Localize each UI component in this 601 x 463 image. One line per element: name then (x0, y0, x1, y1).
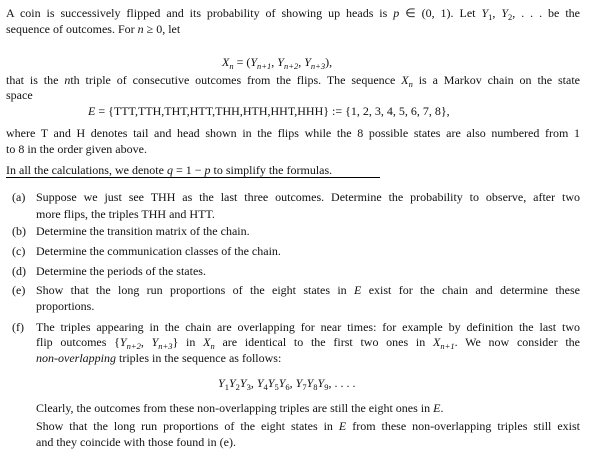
math-symbol: n (137, 22, 144, 36)
intro-line (6, 73, 580, 91)
math-symbol: p (204, 163, 211, 177)
math-subscript: n (408, 79, 413, 89)
text-run: is a Markov chain on the state (412, 73, 580, 87)
text-run: where T and H denotes tail and head shown in the flips while the 8 possible states are also numbered from 1 (6, 126, 580, 140)
math-subscript: n+3 (310, 61, 326, 71)
text-run: = 1 − (172, 163, 205, 177)
question-a-line (36, 190, 580, 204)
math-symbol: E (88, 104, 96, 118)
text-run: Determine the transition matrix of the chain. (36, 224, 250, 238)
math-subscript: n+1 (257, 61, 272, 71)
question-d (36, 264, 206, 278)
intro-line (6, 126, 580, 140)
text-run: = {TTT,TTH,THT,HTT,THH,HTH,HHT,HHH} := {1, 2, 3, 4, 5, 6, 7, 8}, (95, 104, 450, 118)
text-run: and they coincide with those found in (e). (36, 435, 236, 449)
question-e-line (36, 299, 94, 313)
text-run: , . . . . (328, 376, 356, 390)
text-run: , (271, 55, 278, 69)
text-run: Show that the long run proportions of the eight states in (36, 283, 355, 297)
text-run: more flips, the triples THH and HTT. (36, 207, 215, 221)
text-run: ≥ 0, let (143, 22, 181, 36)
math-symbol: X (203, 335, 211, 349)
question-c (36, 244, 281, 258)
question-label: (d) (12, 264, 26, 278)
text-run: Show that the long run proportions of the eight states in (36, 419, 339, 433)
intro-line (6, 142, 147, 156)
text-run: , (289, 376, 296, 390)
math-symbol: Y (481, 6, 489, 20)
text-run: The triples appearing in the chain are overlapping for near times: for example by definition the last two (36, 320, 580, 334)
text-run: ), (325, 55, 333, 69)
question-b (36, 224, 250, 238)
math-symbol: X (433, 335, 441, 349)
text-run: , (140, 335, 152, 349)
underline-divider (6, 177, 380, 178)
math-symbol: E (338, 419, 347, 433)
math-subscript: 6 (285, 382, 290, 392)
text-run: th triple of consecutive outcomes from the flips. The sequence (70, 73, 402, 87)
text-run: Determine the communication classes of the chain. (36, 244, 281, 258)
math-subscript: 8 (313, 382, 318, 392)
text-run: . (440, 401, 444, 415)
math-symbol: n (64, 73, 71, 87)
math-subscript: n (210, 341, 215, 351)
math-symbol: q (166, 163, 173, 177)
math-symbol: Y (267, 376, 275, 390)
text-run: Determine the periods of the states. (36, 264, 206, 278)
intro-line (6, 88, 33, 102)
notation-note (6, 163, 332, 177)
math-subscript: n+2 (126, 341, 141, 351)
math-symbol: Y (228, 376, 236, 390)
math-symbol: Y (317, 376, 325, 390)
question-f-line (36, 401, 443, 415)
math-subscript: 2 (235, 382, 240, 392)
equation-xn (222, 55, 332, 73)
question-e-line (36, 283, 580, 297)
math-subscript: n (229, 61, 234, 71)
question-label: (c) (12, 244, 26, 258)
text-run: triples in the sequence as follows: (116, 351, 282, 365)
text-run: are identical to the first two ones in (214, 335, 433, 349)
math-subscript: 9 (324, 382, 329, 392)
text-run: . We now consider the (454, 335, 581, 349)
math-symbol: Y (306, 376, 314, 390)
math-symbol: Y (239, 376, 247, 390)
text-run: that is the (6, 73, 65, 87)
math-subscript: n+3 (158, 341, 173, 351)
question-a-line (36, 207, 215, 221)
text-run: to simplify the formulas. (210, 163, 333, 177)
math-subscript: 2 (508, 12, 513, 22)
math-symbol: E (433, 401, 441, 415)
math-symbol: Y (277, 55, 284, 69)
math-subscript: n+1 (440, 341, 455, 351)
math-subscript: 5 (274, 382, 279, 392)
text-run: , (492, 6, 502, 20)
math-symbol: E (354, 283, 362, 297)
question-f-line (36, 419, 580, 433)
text-run: = ( (233, 55, 251, 69)
text-run: space (6, 88, 33, 102)
question-f-line (36, 351, 281, 365)
text-run: sequence of outcomes. For (6, 22, 138, 36)
text-run: , (298, 55, 305, 69)
text-run: A coin is successively flipped and its probability of showing up heads is (6, 6, 394, 20)
text-run: flip outcomes { (36, 335, 120, 349)
equation-state-space (88, 104, 450, 118)
equation-triples (218, 376, 355, 394)
math-symbol: Y (278, 376, 286, 390)
math-symbol: Y (218, 376, 225, 390)
text-run: , . . . be the (512, 6, 580, 20)
math-symbol: Y (501, 6, 509, 20)
math-symbol: Y (295, 376, 303, 390)
question-label: (a) (12, 190, 26, 204)
text-run: to 8 in the order given above. (6, 142, 147, 156)
question-f-line (36, 435, 236, 449)
math-subscript: n+2 (283, 61, 299, 71)
text-run: } in (172, 335, 204, 349)
math-symbol: X (401, 73, 409, 87)
question-label: (f) (12, 320, 24, 334)
text-run: Clearly, the outcomes from these non-overlapping triples are still the eight ones in (36, 401, 434, 415)
question-label: (b) (12, 224, 26, 238)
text-run: In all the calculations, we denote (6, 163, 167, 177)
intro-line (6, 22, 180, 36)
math-subscript: 1 (224, 382, 229, 392)
text-run: , (250, 376, 257, 390)
math-symbol: non-overlapping (36, 351, 116, 365)
text-run: from these non-overlapping triples still exist (346, 419, 580, 433)
math-symbol: Y (119, 335, 127, 349)
text-run: exist for the chain and determine these (361, 283, 580, 297)
math-subscript: 1 (488, 12, 493, 22)
question-f-line (36, 320, 580, 334)
text-run: Suppose we just see THH as the last three outcomes. Determine the probability to observe, after two (36, 190, 580, 204)
math-symbol: X (222, 55, 230, 69)
math-symbol: p (393, 6, 400, 20)
math-subscript: 4 (263, 382, 268, 392)
math-symbol: Y (256, 376, 264, 390)
question-label: (e) (12, 283, 26, 297)
math-subscript: 7 (302, 382, 307, 392)
math-symbol: Y (151, 335, 159, 349)
text-run: ∈ (0, 1). Let (399, 6, 482, 20)
text-run: proportions. (36, 299, 95, 313)
math-subscript: 3 (246, 382, 251, 392)
math-symbol: Y (250, 55, 258, 69)
math-symbol: Y (304, 55, 311, 69)
